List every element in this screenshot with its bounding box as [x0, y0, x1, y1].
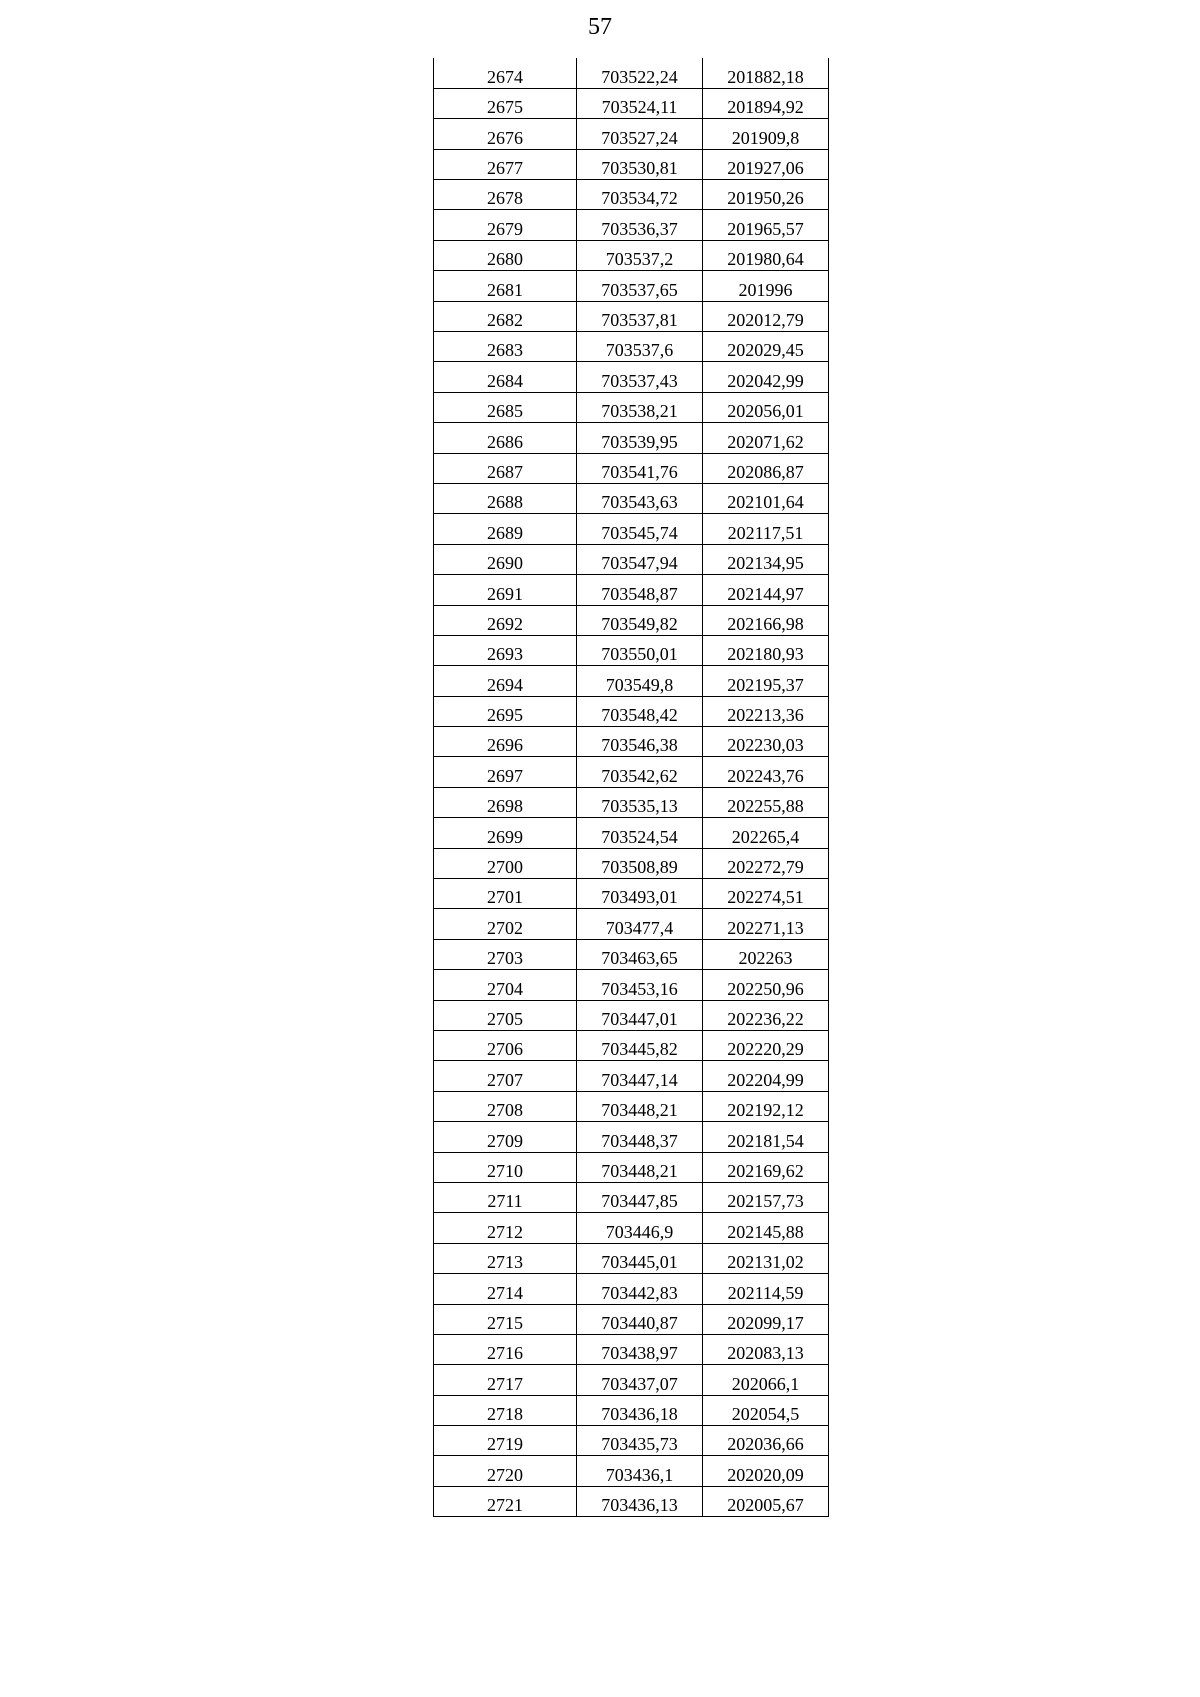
point-number-cell: 2696	[434, 727, 577, 757]
y-coordinate-cell: 201996	[703, 271, 829, 301]
y-coordinate-cell: 202230,03	[703, 727, 829, 757]
point-number-cell: 2721	[434, 1486, 577, 1516]
table-row	[434, 1365, 829, 1395]
table-row	[434, 514, 829, 544]
x-coordinate-cell: 703437,07	[577, 1365, 703, 1395]
x-coordinate-cell: 703438,97	[577, 1334, 703, 1364]
table-row	[434, 818, 829, 848]
table-row	[434, 1334, 829, 1364]
y-coordinate-cell: 202036,66	[703, 1426, 829, 1456]
x-coordinate-cell: 703446,9	[577, 1213, 703, 1243]
point-number-cell: 2703	[434, 939, 577, 969]
x-coordinate-cell: 703548,42	[577, 696, 703, 726]
table-row	[434, 635, 829, 665]
table-row	[434, 149, 829, 179]
y-coordinate-cell: 201927,06	[703, 149, 829, 179]
table-row	[434, 939, 829, 969]
table-row	[434, 848, 829, 878]
x-coordinate-cell: 703440,87	[577, 1304, 703, 1334]
table-row	[434, 58, 829, 88]
y-coordinate-cell: 202265,4	[703, 818, 829, 848]
x-coordinate-cell: 703524,11	[577, 88, 703, 118]
y-coordinate-cell: 202243,76	[703, 757, 829, 787]
table-row	[434, 1486, 829, 1516]
y-coordinate-cell: 202086,87	[703, 453, 829, 483]
table-row	[434, 1091, 829, 1121]
x-coordinate-cell: 703463,65	[577, 939, 703, 969]
table-row	[434, 696, 829, 726]
x-coordinate-cell: 703445,01	[577, 1243, 703, 1273]
x-coordinate-cell: 703493,01	[577, 879, 703, 909]
table-row	[434, 1122, 829, 1152]
point-number-cell: 2706	[434, 1031, 577, 1061]
y-coordinate-cell: 202169,62	[703, 1152, 829, 1182]
x-coordinate-cell: 703537,81	[577, 301, 703, 331]
y-coordinate-cell: 202213,36	[703, 696, 829, 726]
x-coordinate-cell: 703445,82	[577, 1031, 703, 1061]
x-coordinate-cell: 703530,81	[577, 149, 703, 179]
y-coordinate-cell: 202029,45	[703, 332, 829, 362]
point-number-cell: 2690	[434, 544, 577, 574]
coordinates-table-body	[434, 58, 829, 1517]
table-row	[434, 1061, 829, 1091]
point-number-cell: 2695	[434, 696, 577, 726]
table-row	[434, 210, 829, 240]
table-row	[434, 240, 829, 270]
y-coordinate-cell: 202145,88	[703, 1213, 829, 1243]
y-coordinate-cell: 202250,96	[703, 970, 829, 1000]
point-number-cell: 2689	[434, 514, 577, 544]
point-number-cell: 2708	[434, 1091, 577, 1121]
table-row	[434, 453, 829, 483]
table-row	[434, 575, 829, 605]
x-coordinate-cell: 703535,13	[577, 787, 703, 817]
y-coordinate-cell: 202236,22	[703, 1000, 829, 1030]
point-number-cell: 2687	[434, 453, 577, 483]
point-number-cell: 2710	[434, 1152, 577, 1182]
y-coordinate-cell: 202117,51	[703, 514, 829, 544]
x-coordinate-cell: 703448,37	[577, 1122, 703, 1152]
table-row	[434, 1182, 829, 1212]
point-number-cell: 2699	[434, 818, 577, 848]
coordinates-table	[433, 58, 829, 1517]
table-row	[434, 1274, 829, 1304]
point-number-cell: 2718	[434, 1395, 577, 1425]
point-number-cell: 2692	[434, 605, 577, 635]
point-number-cell: 2712	[434, 1213, 577, 1243]
x-coordinate-cell: 703537,6	[577, 332, 703, 362]
x-coordinate-cell: 703543,63	[577, 483, 703, 513]
y-coordinate-cell: 202056,01	[703, 392, 829, 422]
table-row	[434, 1152, 829, 1182]
point-number-cell: 2676	[434, 119, 577, 149]
y-coordinate-cell: 202263	[703, 939, 829, 969]
point-number-cell: 2713	[434, 1243, 577, 1273]
table-row	[434, 757, 829, 787]
x-coordinate-cell: 703545,74	[577, 514, 703, 544]
y-coordinate-cell: 202180,93	[703, 635, 829, 665]
table-row	[434, 362, 829, 392]
page-number: 57	[588, 14, 612, 40]
table-row	[434, 1426, 829, 1456]
table-row	[434, 88, 829, 118]
y-coordinate-cell: 202131,02	[703, 1243, 829, 1273]
x-coordinate-cell: 703447,14	[577, 1061, 703, 1091]
x-coordinate-cell: 703435,73	[577, 1426, 703, 1456]
x-coordinate-cell: 703448,21	[577, 1091, 703, 1121]
point-number-cell: 2714	[434, 1274, 577, 1304]
point-number-cell: 2680	[434, 240, 577, 270]
point-number-cell: 2681	[434, 271, 577, 301]
table-row	[434, 180, 829, 210]
point-number-cell: 2717	[434, 1365, 577, 1395]
table-row	[434, 423, 829, 453]
point-number-cell: 2693	[434, 635, 577, 665]
point-number-cell: 2684	[434, 362, 577, 392]
point-number-cell: 2686	[434, 423, 577, 453]
point-number-cell: 2688	[434, 483, 577, 513]
table-row	[434, 483, 829, 513]
x-coordinate-cell: 703442,83	[577, 1274, 703, 1304]
y-coordinate-cell: 202005,67	[703, 1486, 829, 1516]
y-coordinate-cell: 202255,88	[703, 787, 829, 817]
y-coordinate-cell: 202274,51	[703, 879, 829, 909]
y-coordinate-cell: 202099,17	[703, 1304, 829, 1334]
y-coordinate-cell: 202166,98	[703, 605, 829, 635]
x-coordinate-cell: 703534,72	[577, 180, 703, 210]
table-row	[434, 1031, 829, 1061]
y-coordinate-cell: 201894,92	[703, 88, 829, 118]
point-number-cell: 2716	[434, 1334, 577, 1364]
table-row	[434, 1456, 829, 1486]
table-row	[434, 666, 829, 696]
x-coordinate-cell: 703549,82	[577, 605, 703, 635]
y-coordinate-cell: 202114,59	[703, 1274, 829, 1304]
x-coordinate-cell: 703527,24	[577, 119, 703, 149]
x-coordinate-cell: 703537,2	[577, 240, 703, 270]
y-coordinate-cell: 202181,54	[703, 1122, 829, 1152]
x-coordinate-cell: 703477,4	[577, 909, 703, 939]
point-number-cell: 2691	[434, 575, 577, 605]
point-number-cell: 2711	[434, 1182, 577, 1212]
table-row	[434, 879, 829, 909]
point-number-cell: 2674	[434, 58, 577, 88]
x-coordinate-cell: 703436,13	[577, 1486, 703, 1516]
point-number-cell: 2675	[434, 88, 577, 118]
point-number-cell: 2677	[434, 149, 577, 179]
y-coordinate-cell: 202204,99	[703, 1061, 829, 1091]
y-coordinate-cell: 202144,97	[703, 575, 829, 605]
x-coordinate-cell: 703539,95	[577, 423, 703, 453]
y-coordinate-cell: 201950,26	[703, 180, 829, 210]
x-coordinate-cell: 703522,24	[577, 58, 703, 88]
y-coordinate-cell: 202157,73	[703, 1182, 829, 1212]
x-coordinate-cell: 703447,85	[577, 1182, 703, 1212]
table-row	[434, 544, 829, 574]
point-number-cell: 2707	[434, 1061, 577, 1091]
x-coordinate-cell: 703524,54	[577, 818, 703, 848]
point-number-cell: 2683	[434, 332, 577, 362]
point-number-cell: 2705	[434, 1000, 577, 1030]
table-row	[434, 1243, 829, 1273]
y-coordinate-cell: 202134,95	[703, 544, 829, 574]
point-number-cell: 2701	[434, 879, 577, 909]
y-coordinate-cell: 202271,13	[703, 909, 829, 939]
x-coordinate-cell: 703541,76	[577, 453, 703, 483]
y-coordinate-cell: 202066,1	[703, 1365, 829, 1395]
point-number-cell: 2685	[434, 392, 577, 422]
point-number-cell: 2715	[434, 1304, 577, 1334]
point-number-cell: 2719	[434, 1426, 577, 1456]
point-number-cell: 2682	[434, 301, 577, 331]
y-coordinate-cell: 202012,79	[703, 301, 829, 331]
x-coordinate-cell: 703448,21	[577, 1152, 703, 1182]
table-row	[434, 332, 829, 362]
table-row	[434, 392, 829, 422]
x-coordinate-cell: 703536,37	[577, 210, 703, 240]
y-coordinate-cell: 202195,37	[703, 666, 829, 696]
table-row	[434, 271, 829, 301]
table-row	[434, 1395, 829, 1425]
x-coordinate-cell: 703436,18	[577, 1395, 703, 1425]
x-coordinate-cell: 703548,87	[577, 575, 703, 605]
y-coordinate-cell: 202083,13	[703, 1334, 829, 1364]
y-coordinate-cell: 202101,64	[703, 483, 829, 513]
y-coordinate-cell: 202192,12	[703, 1091, 829, 1121]
y-coordinate-cell: 201965,57	[703, 210, 829, 240]
table-row	[434, 1304, 829, 1334]
x-coordinate-cell: 703436,1	[577, 1456, 703, 1486]
point-number-cell: 2697	[434, 757, 577, 787]
y-coordinate-cell: 202042,99	[703, 362, 829, 392]
x-coordinate-cell: 703453,16	[577, 970, 703, 1000]
table-row	[434, 727, 829, 757]
x-coordinate-cell: 703447,01	[577, 1000, 703, 1030]
y-coordinate-cell: 201882,18	[703, 58, 829, 88]
x-coordinate-cell: 703549,8	[577, 666, 703, 696]
x-coordinate-cell: 703537,65	[577, 271, 703, 301]
point-number-cell: 2678	[434, 180, 577, 210]
point-number-cell: 2694	[434, 666, 577, 696]
table-row	[434, 301, 829, 331]
point-number-cell: 2698	[434, 787, 577, 817]
table-row	[434, 909, 829, 939]
table-row	[434, 1000, 829, 1030]
y-coordinate-cell: 202220,29	[703, 1031, 829, 1061]
point-number-cell: 2702	[434, 909, 577, 939]
y-coordinate-cell: 202020,09	[703, 1456, 829, 1486]
table-row	[434, 119, 829, 149]
point-number-cell: 2709	[434, 1122, 577, 1152]
table-row	[434, 787, 829, 817]
point-number-cell: 2700	[434, 848, 577, 878]
point-number-cell: 2704	[434, 970, 577, 1000]
point-number-cell: 2679	[434, 210, 577, 240]
y-coordinate-cell: 202071,62	[703, 423, 829, 453]
x-coordinate-cell: 703542,62	[577, 757, 703, 787]
x-coordinate-cell: 703538,21	[577, 392, 703, 422]
y-coordinate-cell: 201980,64	[703, 240, 829, 270]
point-number-cell: 2720	[434, 1456, 577, 1486]
table-row	[434, 605, 829, 635]
y-coordinate-cell: 202054,5	[703, 1395, 829, 1425]
x-coordinate-cell: 703546,38	[577, 727, 703, 757]
y-coordinate-cell: 201909,8	[703, 119, 829, 149]
x-coordinate-cell: 703508,89	[577, 848, 703, 878]
table-row	[434, 970, 829, 1000]
y-coordinate-cell: 202272,79	[703, 848, 829, 878]
table-row	[434, 1213, 829, 1243]
x-coordinate-cell: 703537,43	[577, 362, 703, 392]
x-coordinate-cell: 703547,94	[577, 544, 703, 574]
x-coordinate-cell: 703550,01	[577, 635, 703, 665]
